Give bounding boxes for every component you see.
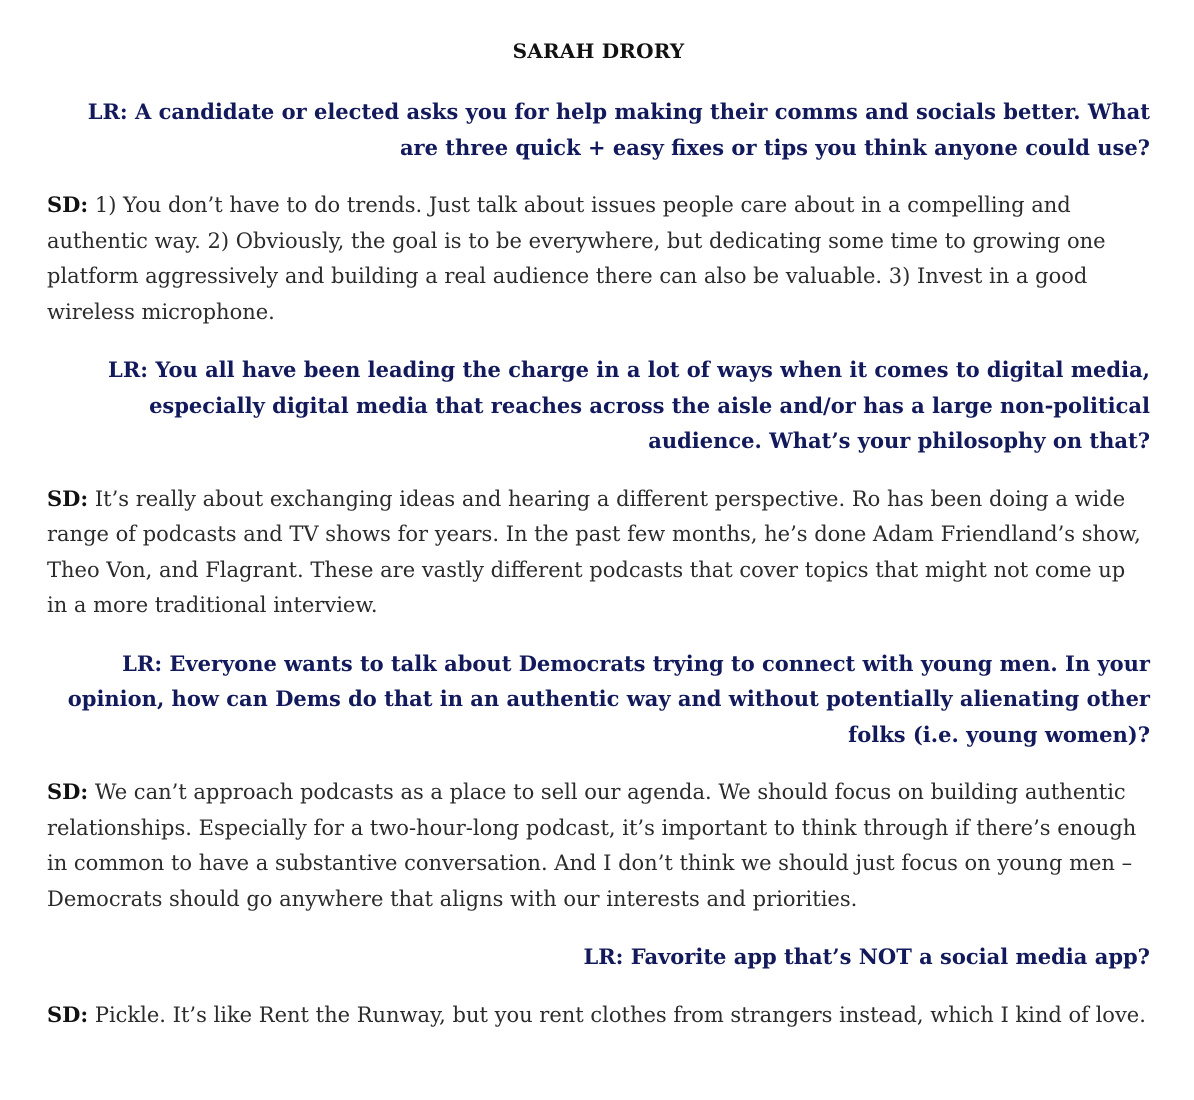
answer-text: It’s really about exchanging ideas and hearing a different perspective. Ro has been doing a wide range of podcasts and TV shows for years. In the past few months, he’s done Adam Friendland’s show, Theo Von, and Flagrant. These are vastly different podcasts that cover topics that might not come up in a more traditional interview. [47,486,1141,617]
answer-speaker: SD: [47,485,89,511]
answer-paragraph [47,481,1150,624]
qa-block-4 [47,939,1150,1033]
qa-block-1 [47,94,1150,330]
answer-text: We can’t approach podcasts as a place to sell our agenda. We should focus on building authentic relationships. Especially for a two-hour-long podcast, it’s important to think through if there’s enough in common to have a substantive conversation. And I don’t think we should just focus on young men – Democrats should go anywhere that aligns with our interests and priorities. [47,780,1137,911]
answer-paragraph [47,774,1150,917]
question-text: LR: Favorite app that’s NOT a social media app? [583,944,1150,969]
question-text: LR: You all have been leading the charge in a lot of ways when it comes to digital media, especially digital media that reaches across the aisle and/or has a large non-political audience. What’s your philosophy on that? [108,357,1150,453]
answer-speaker: SD: [47,192,89,217]
article-title: SARAH DRORY [512,39,685,63]
answer-paragraph [47,997,1150,1034]
answer-text: 1) You don’t have to do trends. Just talk about issues people care about in a compelling and authentic way. 2) Obviously, the goal is to be everywhere, but dedicating some time to growing one platform aggressively and building a real audience there can also be valuable. 3) Invest in a good wireless microphone. [47,193,1106,324]
answer-paragraph [47,187,1150,330]
qa-block-2 [47,352,1150,624]
question-text: LR: A candidate or elected asks you for help making their comms and socials better. What are three quick + easy fixes or tips you think anyone could use? [87,99,1150,160]
answer-speaker: SD: [47,779,89,804]
answer-speaker: SD: [47,1001,89,1027]
answer-text: Pickle. It’s like Rent the Runway, but you rent clothes from strangers instead, which I kind of love. [94,1002,1146,1027]
qa-block-3 [47,646,1150,918]
question-text: LR: Everyone wants to talk about Democrats trying to connect with young men. In your opinion, how can Dems do that in an authentic way and without potentially alienating other folks (i.e. young women)? [67,650,1150,747]
